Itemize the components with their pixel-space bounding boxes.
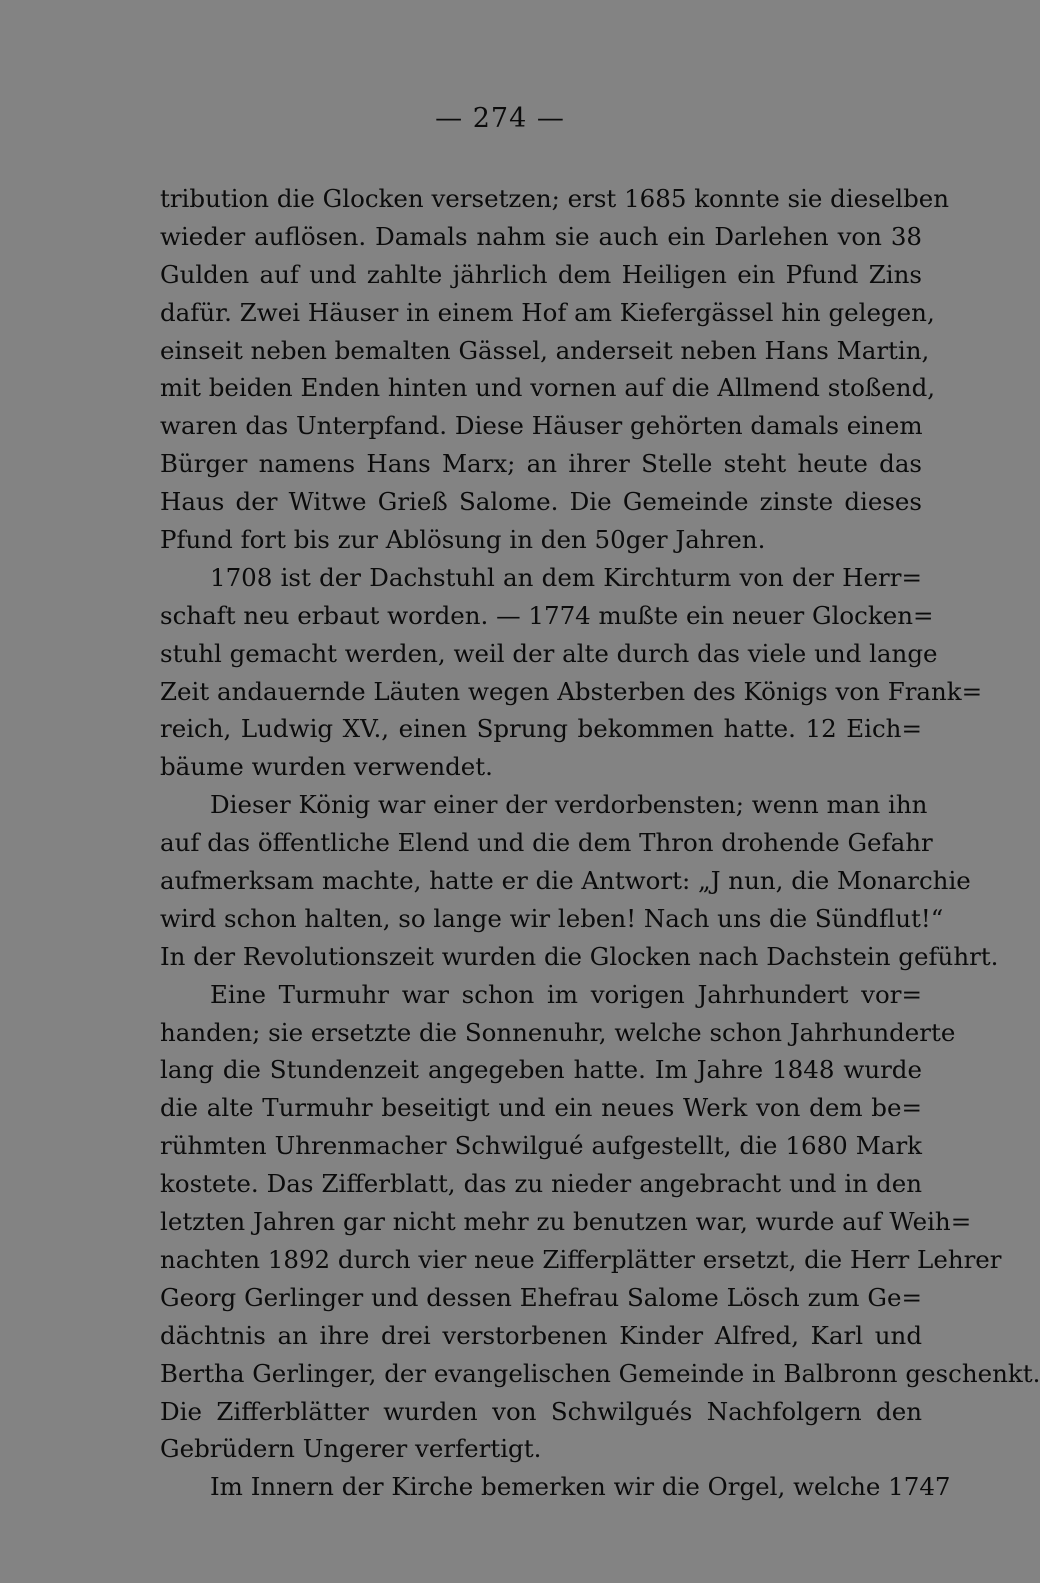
text-line-12: schaft neu erbaut worden. — 1774 mußte ein neuer Glocken=: [160, 600, 934, 630]
text-line-11: 1708 ist der Dachstuhl an dem Kirchturm von der Herr=: [210, 562, 922, 592]
text-line-24: lang die Stundenzeit angegeben hatte. Im Jahre 1848 wurde: [160, 1055, 922, 1085]
text-line-13: stuhl gemacht werden, weil der alte durch das viele und lange: [160, 638, 938, 668]
page-number: — 274 —: [435, 103, 565, 134]
text-line-33: Die Zifferblätter wurden von Schwilgués Nachfolgern den: [160, 1396, 922, 1426]
text-line-16: bäume wurden verwendet.: [160, 752, 493, 782]
text-line-22: Eine Turmuhr war schon im vorigen Jahrhundert vor=: [210, 979, 922, 1009]
text-line-31: dächtnis an ihre drei verstorbenen Kinder Alfred, Karl und: [160, 1320, 922, 1350]
text-line-3: Gulden auf und zahlte jährlich dem Heiligen ein Pfund Zins: [160, 259, 922, 289]
text-line-32: Bertha Gerlinger, der evangelischen Gemeinde in Balbronn geschenkt.: [160, 1358, 1040, 1388]
text-line-35: Im Innern der Kirche bemerken wir die Orgel, welche 1747: [210, 1472, 951, 1502]
text-line-26: rühmten Uhrenmacher Schwilgué aufgestellt, die 1680 Mark: [160, 1131, 922, 1161]
text-line-8: Bürger namens Hans Marx; an ihrer Stelle steht heute das: [160, 449, 922, 479]
text-line-27: kostete. Das Zifferblatt, das zu nieder angebracht und in den: [160, 1169, 922, 1199]
body-text: [160, 180, 1040, 1506]
text-line-29: nachten 1892 durch vier neue Zifferplätter ersetzt, die Herr Lehrer: [160, 1244, 1002, 1274]
text-line-23: handen; sie ersetzte die Sonnenuhr, welche schon Jahrhunderte: [160, 1017, 956, 1047]
text-line-20: wird schon halten, so lange wir leben! Nach uns die Sündflut!“: [160, 903, 944, 933]
text-line-7: waren das Unterpfand. Diese Häuser gehörten damals einem: [160, 411, 923, 441]
text-line-1: tribution die Glocken versetzen; erst 1685 konnte sie dieselben: [160, 184, 950, 213]
text-line-5: einseit neben bemalten Gässel, anderseit neben Hans Martin,: [160, 335, 930, 365]
text-line-18: auf das öffentliche Elend und die dem Thron drohende Gefahr: [160, 828, 933, 858]
text-line-4: dafür. Zwei Häuser in einem Hof am Kiefergässel hin gelegen,: [160, 297, 935, 327]
text-line-6: mit beiden Enden hinten und vornen auf die Allmend stoßend,: [160, 373, 936, 403]
text-line-9: Haus der Witwe Grieß Salome. Die Gemeinde zinste dieses: [160, 487, 922, 517]
text-line-30: Georg Gerlinger und dessen Ehefrau Salome Lösch zum Ge=: [160, 1282, 922, 1312]
text-line-28: letzten Jahren gar nicht mehr zu benutzen war, wurde auf Weih=: [160, 1207, 972, 1237]
text-line-25: die alte Turmuhr beseitigt und ein neues Werk von dem be=: [160, 1093, 922, 1123]
text-line-10: Pfund fort bis zur Ablösung in den 50ger Jahren.: [160, 525, 766, 555]
text-line-15: reich, Ludwig XV., einen Sprung bekommen hatte. 12 Eich=: [160, 714, 922, 744]
text-line-17: Dieser König war einer der verdorbensten; wenn man ihn: [210, 790, 928, 820]
text-line-34: Gebrüdern Ungerer verfertigt.: [160, 1434, 542, 1464]
text-line-2: wieder auflösen. Damals nahm sie auch ein Darlehen von 38: [160, 221, 922, 251]
text-line-14: Zeit andauernde Läuten wegen Absterben des Königs von Frank=: [160, 676, 983, 706]
text-line-19: aufmerksam machte, hatte er die Antwort: „J nun, die Monarchie: [160, 866, 971, 896]
text-line-21: In der Revolutionszeit wurden die Glocken nach Dachstein geführt.: [160, 941, 999, 971]
